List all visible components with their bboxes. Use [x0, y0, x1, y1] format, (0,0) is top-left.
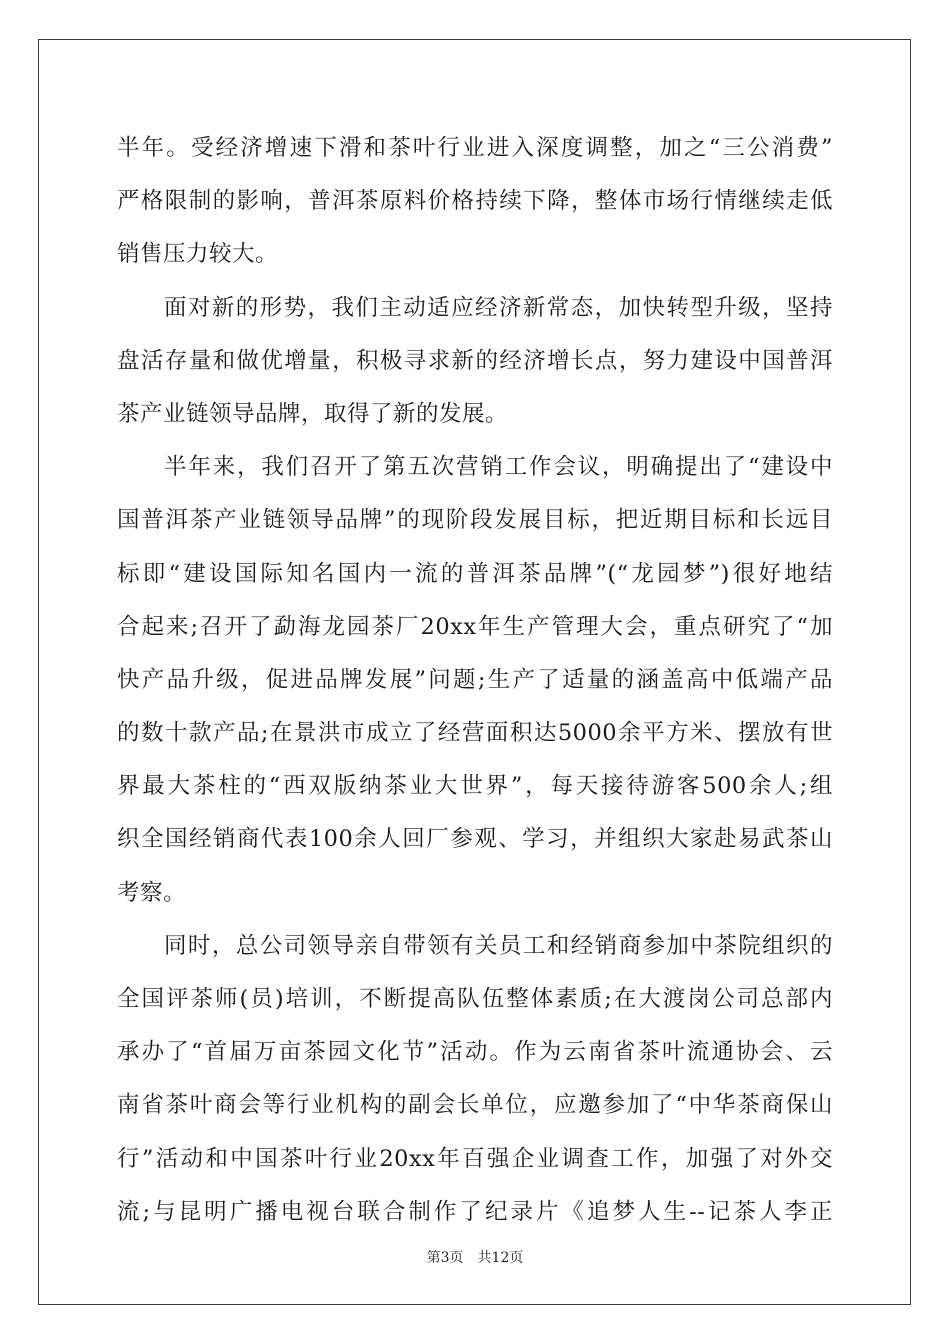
document-body — [117, 122, 833, 1239]
text-line: 合起来;召开了勐海龙园茶厂20xx年生产管理大会，重点研究了“加 — [117, 613, 833, 640]
page-footer — [0, 1248, 950, 1268]
paragraph-3 — [117, 441, 833, 920]
text-line: 的数十款产品;在景洪市成立了经营面积达5000余平方米、摆放有世 — [117, 720, 833, 747]
text-line: 严格限制的影响，普洱茶原料价格持续下降，整体市场行情继续走低 — [117, 188, 833, 215]
text-line: 标即“建设国际知名国内一流的普洱茶品牌”(“龙园梦”)很好地结 — [117, 560, 833, 587]
text-line: 盘活存量和做优增量，积极寻求新的经济增长点，努力建设中国普洱 — [117, 347, 833, 374]
text-line: 考察。 — [117, 879, 187, 906]
text-line: 快产品升级，促进品牌发展”问题;生产了适量的涵盖高中低端产品 — [117, 666, 833, 693]
total-pages: 共12页 — [477, 1250, 524, 1266]
text-line: 销售压力较大。 — [117, 241, 279, 268]
text-line: 茶产业链领导品牌，取得了新的发展。 — [117, 400, 509, 427]
text-line: 同时，总公司领导亲自带领有关员工和经销商参加中茶院组织的 — [164, 932, 833, 959]
text-line: 国普洱茶产业链领导品牌”的现阶段发展目标，把近期目标和长远目 — [117, 507, 833, 534]
paragraph-4 — [117, 920, 833, 1239]
text-line: 流;与昆明广播电视台联合制作了纪录片《追梦人生--记茶人李正 — [117, 1198, 833, 1225]
paragraph-2 — [117, 282, 833, 442]
text-line: 半年来，我们召开了第五次营销工作会议，明确提出了“建设中 — [164, 454, 833, 481]
current-page-number: 第3页 — [426, 1250, 464, 1266]
text-line: 全国评茶师(员)培训，不断提高队伍整体素质;在大渡岗公司总部内 — [117, 986, 833, 1012]
text-line: 界最大茶柱的“西双版纳茶业大世界”，每天接待游客500余人;组 — [117, 773, 833, 800]
text-line: 面对新的形势，我们主动适应经济新常态，加快转型升级，坚持 — [164, 294, 833, 321]
text-line: 承办了“首届万亩茶园文化节”活动。作为云南省茶叶流通协会、云 — [117, 1039, 833, 1066]
paragraph-1 — [117, 122, 833, 282]
text-line: 行”活动和中国茶叶行业20xx年百强企业调查工作，加强了对外交 — [117, 1145, 833, 1172]
text-line: 织全国经销商代表100余人回厂参观、学习，并组织大家赴易武茶山 — [117, 826, 833, 853]
text-line: 半年。受经济增速下滑和茶叶行业进入深度调整，加之“三公消费” — [117, 135, 833, 161]
text-line: 南省茶叶商会等行业机构的副会长单位，应邀参加了“中华茶商保山 — [117, 1092, 833, 1119]
